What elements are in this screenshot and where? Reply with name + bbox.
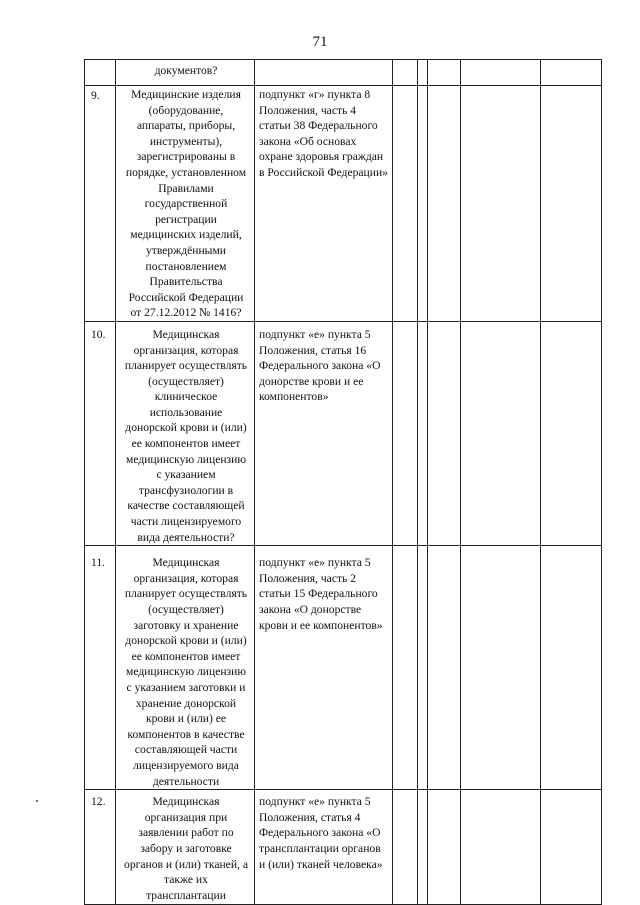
question-line: организация при xyxy=(144,810,228,824)
reference-line: подпункт «е» пункта 5 xyxy=(259,327,371,341)
question-line: Медицинские изделия xyxy=(131,88,241,101)
reference-line: компонентов» xyxy=(259,390,329,404)
table-row xyxy=(85,86,602,322)
answer-no-cell xyxy=(428,790,461,905)
reference-line: подпункт «г» пункта 8 xyxy=(259,88,371,101)
legal-reference xyxy=(255,60,393,86)
requirement-question xyxy=(116,60,255,86)
answer-no-cell xyxy=(428,546,461,790)
question-line: Медицинская xyxy=(152,556,220,570)
question-line: Правилами xyxy=(158,181,214,195)
answer-spacer-cell xyxy=(418,60,428,86)
table-row xyxy=(85,321,602,545)
question-line: порядке, установленном xyxy=(125,165,247,179)
question-line: регистрации xyxy=(155,212,217,226)
reference-line: подпункт «е» пункта 5 xyxy=(259,795,371,809)
question-line: трансплантации xyxy=(146,888,226,902)
answer-spacer-cell xyxy=(418,546,428,790)
question-line: органов и (или) тканей, а xyxy=(124,857,248,871)
question-line: заготовку и хранение xyxy=(133,618,239,632)
reference-line: подпункт «е» пункта 5 xyxy=(259,556,371,570)
note-cell xyxy=(541,790,602,905)
scan-speck xyxy=(36,800,38,802)
answer-yes-cell xyxy=(393,546,418,790)
reference-line: статьи 15 Федерального xyxy=(259,587,378,601)
reference-line: в Российской Федерации» xyxy=(259,165,388,179)
question-line: хранение донорской xyxy=(135,696,237,710)
legal-reference xyxy=(255,546,393,790)
question-line: донорской крови и (или) xyxy=(125,634,247,648)
legal-reference xyxy=(255,321,393,545)
reference-line: Положения, часть 4 xyxy=(259,103,357,117)
reference-line: Положения, статья 16 xyxy=(259,343,367,357)
not-applicable-cell xyxy=(461,321,541,545)
reference-line: донорстве крови и ее xyxy=(259,374,364,388)
answer-yes-cell xyxy=(393,790,418,905)
requirement-question xyxy=(116,790,255,905)
not-applicable-cell xyxy=(461,790,541,905)
reference-line: крови и ее компонентов» xyxy=(259,618,383,632)
page-number: 71 xyxy=(312,34,328,50)
question-line: (осуществляет) xyxy=(148,603,224,616)
question-line: от 27.12.2012 № 1416? xyxy=(130,306,242,320)
question-line: зарегистрированы в xyxy=(136,150,236,164)
question-line: также их xyxy=(164,873,208,887)
answer-no-cell xyxy=(428,86,461,322)
question-line: лицензируемого вида xyxy=(133,758,239,772)
answer-spacer-cell xyxy=(418,790,428,905)
question-line: Российской Федерации xyxy=(128,290,244,304)
answer-no-cell xyxy=(428,60,461,86)
not-applicable-cell xyxy=(461,60,541,86)
question-line: планирует осуществлять xyxy=(124,587,248,601)
question-line: медицинскую лицензию xyxy=(125,452,246,466)
question-line: Медицинская xyxy=(152,327,220,341)
reference-line: закона «Об основах xyxy=(259,134,357,148)
question-line: (осуществляет) xyxy=(148,374,224,388)
question-line: постановлением xyxy=(145,259,227,273)
question-line: донорской крови и (или) xyxy=(125,421,247,435)
question-line: (оборудование, xyxy=(148,103,224,117)
not-applicable-cell xyxy=(461,86,541,322)
question-line: трансфузиологии в xyxy=(138,483,234,497)
question-line: ее компонентов имеет xyxy=(131,649,241,663)
table-row xyxy=(85,60,602,86)
item-number: 9. xyxy=(85,86,116,322)
reference-line: статьи 38 Федерального xyxy=(259,119,378,133)
question-line: крови и (или) ее xyxy=(145,712,226,726)
not-applicable-cell xyxy=(461,546,541,790)
answer-spacer-cell xyxy=(418,321,428,545)
question-line: клиническое xyxy=(154,390,218,404)
reference-line: и (или) тканей человека» xyxy=(259,857,383,871)
question-line: планирует осуществлять xyxy=(124,359,248,373)
question-line: Правительства xyxy=(149,275,223,289)
question-line: Медицинская xyxy=(152,795,220,809)
reference-line: Положения, статья 4 xyxy=(259,810,361,824)
question-line: заявлении работ по xyxy=(138,826,234,840)
reference-line: охране здоровья граждан xyxy=(259,150,384,164)
question-line: составляющей части xyxy=(134,743,238,757)
requirement-question xyxy=(116,546,255,790)
answer-yes-cell xyxy=(393,86,418,322)
question-line: части лицензируемого xyxy=(130,515,242,529)
reference-line: Положения, часть 2 xyxy=(259,571,357,585)
question-line: качестве составляющей xyxy=(127,499,245,513)
note-cell xyxy=(541,546,602,790)
question-line: компонентов в качестве xyxy=(127,727,245,741)
reference-line: трансплантации органов xyxy=(259,841,381,855)
requirement-question xyxy=(116,321,255,545)
table-row xyxy=(85,546,602,790)
question-line: документов? xyxy=(154,64,218,77)
answer-spacer-cell xyxy=(418,86,428,322)
requirements-table xyxy=(84,59,602,905)
question-line: медицинских изделий, xyxy=(130,228,242,242)
question-line: утверждёнными xyxy=(145,243,226,257)
question-line: аппараты, приборы, xyxy=(136,119,236,133)
question-line: использование xyxy=(149,405,223,419)
answer-no-cell xyxy=(428,321,461,545)
reference-line: Федерального закона «О xyxy=(259,826,381,840)
question-line: деятельности xyxy=(152,774,220,788)
question-line: медицинскую лицензию xyxy=(125,665,246,679)
question-line: с указанием xyxy=(156,468,216,482)
question-line: с указанием заготовки и xyxy=(126,680,246,694)
answer-yes-cell xyxy=(393,321,418,545)
question-line: организация, которая xyxy=(133,571,239,585)
question-line: государственной xyxy=(144,197,228,211)
question-line: инструменты), xyxy=(149,134,223,148)
question-line: вида деятельности? xyxy=(137,530,235,544)
reference-line: Федерального закона «О xyxy=(259,359,381,373)
item-number: 12. xyxy=(85,790,116,905)
table-row xyxy=(85,790,602,905)
note-cell xyxy=(541,60,602,86)
legal-reference xyxy=(255,790,393,905)
question-line: забору и заготовке xyxy=(140,841,232,855)
reference-line: закона «О донорстве xyxy=(259,603,362,616)
note-cell xyxy=(541,86,602,322)
legal-reference xyxy=(255,86,393,322)
answer-yes-cell xyxy=(393,60,418,86)
question-line: организация, которая xyxy=(133,343,239,357)
item-number: 11. xyxy=(85,546,116,790)
item-number xyxy=(85,60,116,86)
note-cell xyxy=(541,321,602,545)
question-line: ее компонентов имеет xyxy=(131,437,241,451)
requirement-question xyxy=(116,86,255,322)
item-number: 10. xyxy=(85,321,116,545)
